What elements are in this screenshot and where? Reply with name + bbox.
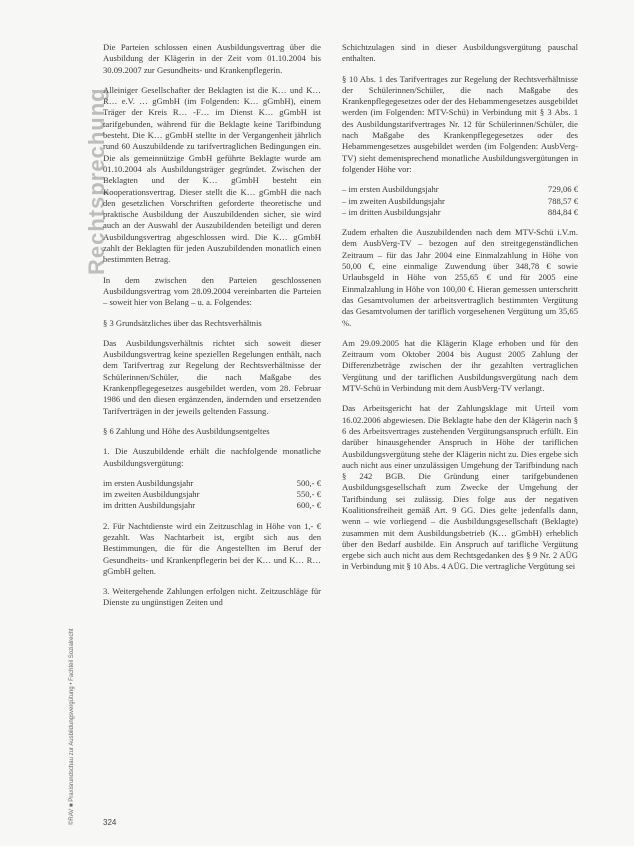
paragraph: 3. Weitergehende Zahlungen erfolgen nicht. Zeitzuschläge für Dienste zu ungünstigen Zeiten und bbox=[103, 586, 321, 608]
rate-label: – im ersten Ausbildungsjahr bbox=[342, 184, 439, 195]
rate-label: im ersten Ausbildungsjahr bbox=[103, 477, 194, 488]
table-row bbox=[342, 207, 578, 218]
table-row bbox=[342, 184, 578, 195]
rate-value: 500,- € bbox=[296, 477, 321, 488]
rate-value: 788,57 € bbox=[547, 195, 578, 206]
paragraph: Alleiniger Gesellschafter der Beklagten ist die K… und K… R… e.V. … gGmbH (im Folgenden: K… gGmbH), einem Träger der Kreis R… -F… im Dienst K… gGmbH ist tarifgebunden, während für die Beklagte keine Tarifbindung besteht. Die K… gGmbH stellte in der Vergangenheit jährlich rund 60 Auszubildende zu tarifvertraglichen Bedingungen ein. Die als gemeinnützige GmbH geführte Beklagte wurde am 01.10.2004 als Ausbildungsträger gegründet. Zwischen der Beklagten und der K… gGmbH besteht ein Kooperationsvertrag. Dieser stellt die K… gGmbH die nach den gesetzlichen Vorschriften geforderte theoretische und praktische Ausbildung der Auszubildenden sicher, sie wird auch an der Auswahl der Auszubildenden beteiligt und deren Ausbildungsvertrag abgeschlossen wird. Die K… gGmbH zahlt der Beklagten für jeden Auszubildenden monatlich einen bestimmten Betrag. bbox=[103, 84, 321, 265]
paragraph: Zudem erhalten die Auszubildenden nach dem MTV-Schü i.V.m. dem AusbVerg-TV – bezogen auf den streitgegenständlichen Zeitraum – für das Jahr 2004 eine Einmalzahlung in Höhe von 50,00 €, eine einmalige Zuwendung über 348,78 € sowie Urlaubsgeld in Höhe von 255,65 € und für 2005 eine Einmalzahlung in Höhe von 100,00 €. Hieran gemessen unterschritt das Gesamtvolumen der arbeitsvertraglich bestimmten Vergütung das Gesamtvolumen der tariflich vorgesehenen Vergütung um 35,65 %. bbox=[342, 227, 578, 328]
rate-label: im zweiten Ausbildungsjahr bbox=[103, 489, 200, 500]
rate-value: 600,- € bbox=[296, 500, 321, 511]
rate-value: 884,84 € bbox=[547, 206, 578, 217]
rates-table bbox=[103, 478, 321, 512]
left-column bbox=[103, 42, 321, 618]
table-row bbox=[103, 489, 321, 500]
rate-label: – im dritten Ausbildungsjahr bbox=[342, 206, 441, 217]
vertical-footer bbox=[60, 540, 75, 830]
rate-value: 729,06 € bbox=[547, 184, 578, 195]
section-heading: § 3 Grundsätzliches über das Rechtsverhältnis bbox=[103, 317, 262, 328]
rates-table bbox=[342, 184, 578, 218]
section-label bbox=[50, 25, 109, 285]
paragraph: 1. Die Auszubildende erhält die nachfolgende monatliche Ausbildungsvergütung: bbox=[103, 446, 321, 468]
rate-label: im dritten Ausbildungsjahr bbox=[103, 500, 196, 511]
table-row bbox=[103, 500, 321, 511]
paragraph: § 10 Abs. 1 des Tarifvertrages zur Regelung der Rechtsverhältnisse der Schülerinnen/Schüler, die nach Maßgabe des Krankenpflegegesetzes oder der des Hebammengesetzes ausgebildet werden (im Folgenden: MTV-Schü) in Verbindung mit § 3 Abs. 1 des Ausbildungstarifvertrages Nr. 12 für Schülerinnen/Schüler, die nach Maßgabe des Krankenpflegegesetzes oder des Hebammengesetzes ausgebildet werden (im Folgenden: AusbVerg-TV) sieht dementsprechend monatliche Ausbildungsvergütungen in folgender Höhe vor: bbox=[342, 73, 578, 174]
table-row bbox=[103, 478, 321, 489]
right-column bbox=[342, 42, 578, 582]
paragraph: Das Ausbildungsverhältnis richtet sich soweit dieser Ausbildungsvertrag keine speziellen Regelungen enthält, nach dem Tarifvertrag zur Regelung der Rechtsverhältnisse der Schülerinnen/Schüler, die nach Maßgabe des Krankenpflegegesetzes ausgebildet werden, vom 28. Februar 1986 und den diesen ergänzenden, ändernden und ersetzenden Tarifverträgen in der jeweils geltenden Fassung. bbox=[103, 337, 321, 416]
paragraph: 2. Für Nachtdienste wird ein Zeitzuschlag in Höhe von 1,- € gezahlt. Was Nachtarbeit ist, ergibt sich aus den Bestimmungen, die für die Angestellten im Beruf der Gesundheits- und Krankenpflegerin bei der K… und K… R… gGmbH gelten. bbox=[103, 520, 321, 576]
paragraph: Die Parteien schlossen einen Ausbildungsvertrag über die Ausbildung der Klägerin in der Zeit vom 01.10.2004 bis 30.09.2007 zur Gesundheits- und Krankenpflegerin. bbox=[103, 42, 321, 75]
paragraph: Schichtzulagen sind in dieser Ausbildungsvergütung pauschal enthalten. bbox=[342, 42, 578, 64]
rate-label: – im zweiten Ausbildungsjahr bbox=[342, 195, 445, 206]
table-row bbox=[342, 196, 578, 207]
paragraph: Am 29.09.2005 hat die Klägerin Klage erhoben und für den Zeitraum vom Oktober 2004 bis August 2005 Zahlung der Differenzbeträge zwischen der ihr gezahlten vertraglichen Vergütung und der tariflichen Ausbildungsvergütung nach dem MTV-Schü in Verbindung mit dem AusbVerg-TV verlangt. bbox=[342, 337, 578, 394]
page-number: 324 bbox=[103, 818, 117, 827]
paragraph: Das Arbeitsgericht hat der Zahlungsklage mit Urteil vom 16.02.2006 abgewiesen. Die Beklagte habe den der Klägerin nach § 6 des Arbeitsvertrages zustehenden Vergütungsanspruch erfüllt. Ein darüber hinausgehender Anspruch in Höhe der tariflichen Ausbildungsvergütung stehe der Klägerin nicht zu. Dies ergebe sich auch nicht aus einer unzulässigen Umgehung der Tarifbindung nach § 242 BGB. Die Gründung einer tarifgebundenen Ausbildungsgesellschaft zum Zwecke der Umgehung der Tarifbindung sei zulässig. Dies folge aus der negativen Koalitionsfreiheit gemäß Art. 9 GG. Dies gelte jedenfalls dann, wenn – wie vorliegend – die Ausbildungsgesellschaft (Beklagte) zusammen mit dem Ausbildungsbetrieb (K… gGmbH) erheblich über den Bedarf ausbilde. Ein Anspruch auf tarifliche Vergütung ergebe sich auch nicht aus dem Rechtsgedanken des § 9 Nr. 2 AÜG in Verbindung mit § 10 Abs. 4 AÜG. Die vertragliche Vergütung sei bbox=[342, 403, 578, 572]
paragraph: In dem zwischen den Parteien geschlossenen Ausbildungsvertrag vom 28.09.2004 vereinbarten die Parteien – soweit hier von Belang – u. a. Folgendes: bbox=[103, 274, 321, 308]
section-heading: § 6 Zahlung und Höhe des Ausbildungsentgeltes bbox=[103, 425, 270, 436]
section-label-text: Rechtsprechung bbox=[84, 87, 109, 275]
vertical-footer-text: ©RAV ■ Praxisrundschau zur Ausbildungsvergütung • Fachteil Sozialrecht bbox=[69, 628, 75, 825]
rate-value: 550,- € bbox=[296, 489, 321, 500]
